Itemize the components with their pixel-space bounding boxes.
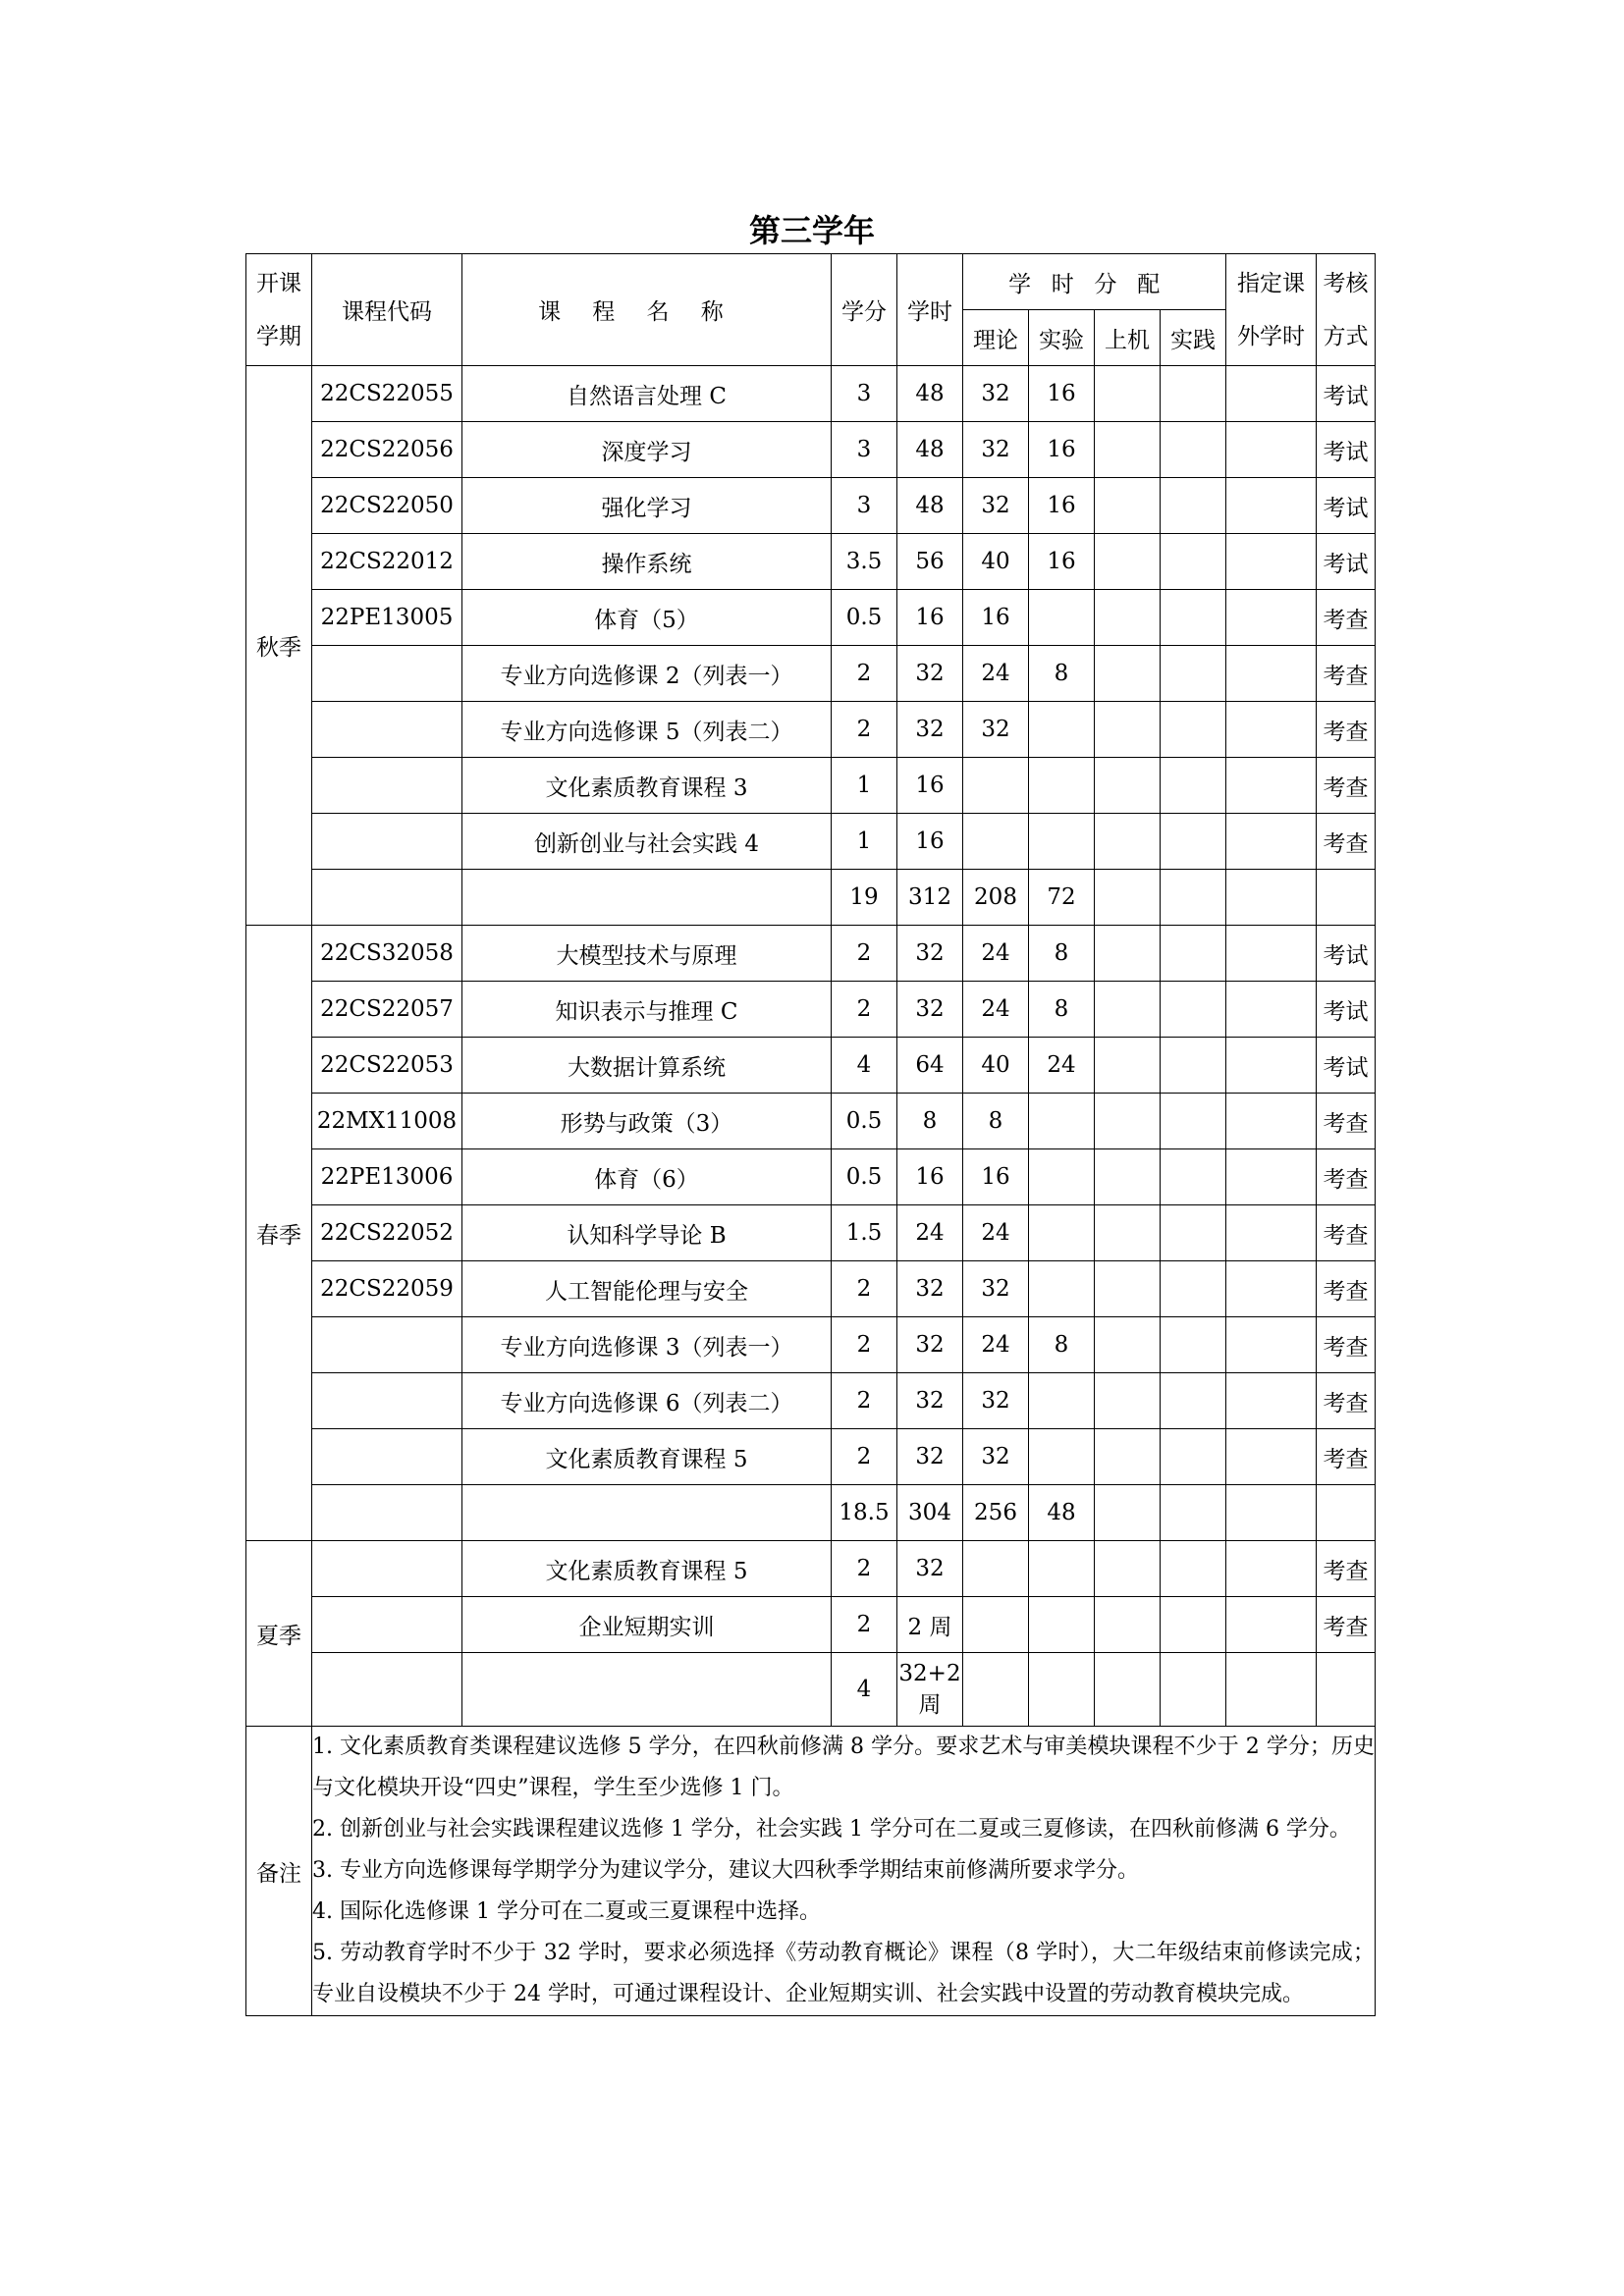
hours-cell: 32 xyxy=(897,1317,963,1373)
course-name-cell: 大模型技术与原理 xyxy=(462,926,832,982)
course-code-cell: 22CS22052 xyxy=(312,1205,462,1261)
extra-hours-cell xyxy=(1226,478,1317,534)
theory-hours-cell xyxy=(963,1597,1029,1653)
practice-hours-cell xyxy=(1161,590,1226,646)
extra-hours-cell xyxy=(1226,366,1317,422)
hours-cell: 32 xyxy=(897,1541,963,1597)
header-distribution: 学时分配 xyxy=(963,254,1226,310)
note-item: 1. 文化素质教育类课程建议选修 5 学分，在四秋前修满 8 学分。要求艺术与审美模块课程不少于 2 学分；历史与文化模块开设“四史”课程，学生至少选修 1 门。 xyxy=(312,1735,1375,1800)
exam-type-cell: 考查 xyxy=(1317,1429,1376,1485)
exam-type-cell: 考查 xyxy=(1317,702,1376,758)
hours-cell: 48 xyxy=(897,366,963,422)
course-row xyxy=(246,366,1376,422)
exam-type-cell: 考查 xyxy=(1317,1149,1376,1205)
page-title: 第三学年 xyxy=(748,212,875,249)
practice-hours-cell xyxy=(1161,870,1226,926)
hours-cell: 312 xyxy=(897,870,963,926)
course-code-cell xyxy=(312,646,462,702)
course-row xyxy=(246,814,1376,870)
course-name-cell: 专业方向选修课 3（列表一） xyxy=(462,1317,832,1373)
course-code-cell: 22CS22055 xyxy=(312,366,462,422)
experiment-hours-cell xyxy=(1029,758,1095,814)
header-experiment: 实验 xyxy=(1029,310,1095,366)
course-row xyxy=(246,1597,1376,1653)
course-row xyxy=(246,982,1376,1038)
exam-type-cell: 考试 xyxy=(1317,534,1376,590)
hours-cell: 16 xyxy=(897,1149,963,1205)
computer-hours-cell xyxy=(1095,646,1161,702)
computer-hours-cell xyxy=(1095,1261,1161,1317)
course-row xyxy=(246,758,1376,814)
credits-cell: 2 xyxy=(832,1597,897,1653)
credits-cell: 3 xyxy=(832,422,897,478)
experiment-hours-cell xyxy=(1029,1149,1095,1205)
experiment-hours-cell xyxy=(1029,702,1095,758)
course-name-cell: 强化学习 xyxy=(462,478,832,534)
extra-hours-cell xyxy=(1226,534,1317,590)
extra-hours-cell xyxy=(1226,1429,1317,1485)
computer-hours-cell xyxy=(1095,1094,1161,1149)
exam-type-cell: 考查 xyxy=(1317,1597,1376,1653)
credits-cell: 2 xyxy=(832,1317,897,1373)
notes-label: 备注 xyxy=(246,1727,312,2016)
extra-hours-cell xyxy=(1226,1149,1317,1205)
computer-hours-cell xyxy=(1095,1429,1161,1485)
experiment-hours-cell: 8 xyxy=(1029,926,1095,982)
header-row xyxy=(246,254,1376,310)
course-name-cell: 认知科学导论 B xyxy=(462,1205,832,1261)
course-code-cell: 22PE13006 xyxy=(312,1149,462,1205)
course-row xyxy=(246,926,1376,982)
practice-hours-cell xyxy=(1161,1541,1226,1597)
theory-hours-cell: 24 xyxy=(963,646,1029,702)
exam-type-cell: 考试 xyxy=(1317,1038,1376,1094)
course-row xyxy=(246,1541,1376,1597)
theory-hours-cell: 16 xyxy=(963,590,1029,646)
practice-hours-cell xyxy=(1161,814,1226,870)
hours-cell: 16 xyxy=(897,814,963,870)
computer-hours-cell xyxy=(1095,1541,1161,1597)
course-code-cell xyxy=(312,1541,462,1597)
extra-hours-cell xyxy=(1226,1653,1317,1727)
experiment-hours-cell xyxy=(1029,590,1095,646)
course-code-cell: 22CS22050 xyxy=(312,478,462,534)
exam-type-cell xyxy=(1317,1653,1376,1727)
credits-cell: 4 xyxy=(832,1653,897,1727)
course-name-cell: 专业方向选修课 5（列表二） xyxy=(462,702,832,758)
extra-hours-cell xyxy=(1226,870,1317,926)
computer-hours-cell xyxy=(1095,982,1161,1038)
exam-type-cell: 考查 xyxy=(1317,1205,1376,1261)
extra-hours-cell xyxy=(1226,646,1317,702)
experiment-hours-cell: 16 xyxy=(1029,478,1095,534)
credits-cell: 3 xyxy=(832,366,897,422)
note-item: 2. 创新创业与社会实践课程建议选修 1 学分，社会实践 1 学分可在二夏或三夏修读，在四秋前修满 6 学分。 xyxy=(312,1817,1351,1842)
extra-hours-cell xyxy=(1226,1541,1317,1597)
note-item: 3. 专业方向选修课每学期学分为建议学分，建议大四秋季学期结束前修满所要求学分。 xyxy=(312,1858,1139,1883)
course-row xyxy=(246,646,1376,702)
course-name-cell: 专业方向选修课 6（列表二） xyxy=(462,1373,832,1429)
practice-hours-cell xyxy=(1161,1205,1226,1261)
course-code-cell: 22CS22057 xyxy=(312,982,462,1038)
course-code-cell: 22MX11008 xyxy=(312,1094,462,1149)
practice-hours-cell xyxy=(1161,1094,1226,1149)
exam-type-cell: 考查 xyxy=(1317,1261,1376,1317)
spring-section xyxy=(246,926,1376,1541)
practice-hours-cell xyxy=(1161,1373,1226,1429)
theory-hours-cell: 16 xyxy=(963,1149,1029,1205)
extra-hours-cell xyxy=(1226,702,1317,758)
course-name-cell xyxy=(462,870,832,926)
course-code-cell xyxy=(312,1597,462,1653)
exam-type-cell: 考查 xyxy=(1317,590,1376,646)
course-code-cell xyxy=(312,870,462,926)
notes-content xyxy=(312,1727,1376,2016)
credits-cell: 2 xyxy=(832,1429,897,1485)
exam-type-cell: 考查 xyxy=(1317,1541,1376,1597)
credits-cell: 1 xyxy=(832,814,897,870)
hours-cell: 32 xyxy=(897,926,963,982)
notes-row xyxy=(246,1727,1376,2016)
course-row xyxy=(246,478,1376,534)
computer-hours-cell xyxy=(1095,1597,1161,1653)
practice-hours-cell xyxy=(1161,1261,1226,1317)
course-name-cell: 文化素质教育课程 5 xyxy=(462,1541,832,1597)
theory-hours-cell: 32 xyxy=(963,1429,1029,1485)
course-code-cell xyxy=(312,814,462,870)
practice-hours-cell xyxy=(1161,422,1226,478)
practice-hours-cell xyxy=(1161,1429,1226,1485)
experiment-hours-cell xyxy=(1029,1205,1095,1261)
credits-cell: 3 xyxy=(832,478,897,534)
practice-hours-cell xyxy=(1161,1038,1226,1094)
course-name-cell: 形势与政策（3） xyxy=(462,1094,832,1149)
credits-cell: 2 xyxy=(832,982,897,1038)
computer-hours-cell xyxy=(1095,1653,1161,1727)
course-code-cell xyxy=(312,1485,462,1541)
summer-section xyxy=(246,1541,1376,1727)
exam-type-cell: 考查 xyxy=(1317,1094,1376,1149)
credits-cell: 2 xyxy=(832,1373,897,1429)
experiment-hours-cell xyxy=(1029,814,1095,870)
credits-cell: 2 xyxy=(832,702,897,758)
course-code-cell: 22CS22059 xyxy=(312,1261,462,1317)
theory-hours-cell xyxy=(963,1541,1029,1597)
credits-cell: 2 xyxy=(832,1261,897,1317)
extra-hours-cell xyxy=(1226,1317,1317,1373)
credits-cell: 1.5 xyxy=(832,1205,897,1261)
course-row xyxy=(246,422,1376,478)
exam-type-cell: 考试 xyxy=(1317,422,1376,478)
course-code-cell xyxy=(312,1653,462,1727)
hours-cell: 304 xyxy=(897,1485,963,1541)
course-name-cell: 文化素质教育课程 3 xyxy=(462,758,832,814)
course-row xyxy=(246,590,1376,646)
practice-hours-cell xyxy=(1161,1653,1226,1727)
course-code-cell xyxy=(312,758,462,814)
practice-hours-cell xyxy=(1161,534,1226,590)
hours-cell: 32+2 周 xyxy=(897,1653,963,1727)
hours-cell: 32 xyxy=(897,702,963,758)
header-computer: 上机 xyxy=(1095,310,1161,366)
course-name-cell: 企业短期实训 xyxy=(462,1597,832,1653)
theory-hours-cell: 256 xyxy=(963,1485,1029,1541)
course-row xyxy=(246,1038,1376,1094)
computer-hours-cell xyxy=(1095,1149,1161,1205)
computer-hours-cell xyxy=(1095,590,1161,646)
computer-hours-cell xyxy=(1095,926,1161,982)
practice-hours-cell xyxy=(1161,758,1226,814)
hours-cell: 48 xyxy=(897,478,963,534)
theory-hours-cell: 32 xyxy=(963,1373,1029,1429)
exam-type-cell: 考试 xyxy=(1317,478,1376,534)
hours-cell: 16 xyxy=(897,758,963,814)
exam-type-cell: 考试 xyxy=(1317,982,1376,1038)
course-code-cell: 22CS22053 xyxy=(312,1038,462,1094)
extra-hours-cell xyxy=(1226,1373,1317,1429)
practice-hours-cell xyxy=(1161,1317,1226,1373)
hours-cell: 24 xyxy=(897,1205,963,1261)
hours-cell: 32 xyxy=(897,646,963,702)
credits-cell: 2 xyxy=(832,646,897,702)
practice-hours-cell xyxy=(1161,478,1226,534)
practice-hours-cell xyxy=(1161,366,1226,422)
extra-hours-cell xyxy=(1226,590,1317,646)
hours-cell: 8 xyxy=(897,1094,963,1149)
course-row xyxy=(246,1317,1376,1373)
header-name: 课程名称 xyxy=(462,254,832,366)
course-code-cell: 22PE13005 xyxy=(312,590,462,646)
theory-hours-cell: 24 xyxy=(963,1205,1029,1261)
extra-hours-cell xyxy=(1226,1485,1317,1541)
course-schedule-table xyxy=(245,253,1376,2016)
theory-hours-cell: 8 xyxy=(963,1094,1029,1149)
course-row xyxy=(246,1149,1376,1205)
header-exam-type: 考核 方式 xyxy=(1317,254,1376,366)
exam-type-cell: 考试 xyxy=(1317,366,1376,422)
exam-type-cell: 考查 xyxy=(1317,1317,1376,1373)
extra-hours-cell xyxy=(1226,926,1317,982)
hours-cell: 32 xyxy=(897,1373,963,1429)
computer-hours-cell xyxy=(1095,1038,1161,1094)
theory-hours-cell: 40 xyxy=(963,534,1029,590)
hours-cell: 48 xyxy=(897,422,963,478)
course-name-cell: 自然语言处理 C xyxy=(462,366,832,422)
total-row xyxy=(246,1485,1376,1541)
theory-hours-cell: 32 xyxy=(963,422,1029,478)
experiment-hours-cell xyxy=(1029,1541,1095,1597)
extra-hours-cell xyxy=(1226,1261,1317,1317)
hours-cell: 32 xyxy=(897,1429,963,1485)
course-name-cell xyxy=(462,1485,832,1541)
theory-hours-cell xyxy=(963,814,1029,870)
course-name-cell: 知识表示与推理 C xyxy=(462,982,832,1038)
course-name-cell: 专业方向选修课 2（列表一） xyxy=(462,646,832,702)
semester-label: 夏季 xyxy=(246,1541,312,1727)
course-name-cell: 大数据计算系统 xyxy=(462,1038,832,1094)
header-semester: 开课 学期 xyxy=(246,254,312,366)
hours-cell: 56 xyxy=(897,534,963,590)
credits-cell: 18.5 xyxy=(832,1485,897,1541)
extra-hours-cell xyxy=(1226,814,1317,870)
course-code-cell xyxy=(312,1317,462,1373)
course-row xyxy=(246,1373,1376,1429)
experiment-hours-cell: 16 xyxy=(1029,366,1095,422)
course-code-cell: 22CS22012 xyxy=(312,534,462,590)
semester-label: 秋季 xyxy=(246,366,312,926)
exam-type-cell: 考试 xyxy=(1317,926,1376,982)
header-credits: 学分 xyxy=(832,254,897,366)
practice-hours-cell xyxy=(1161,1149,1226,1205)
total-row xyxy=(246,1653,1376,1727)
course-row xyxy=(246,1205,1376,1261)
extra-hours-cell xyxy=(1226,982,1317,1038)
hours-cell: 64 xyxy=(897,1038,963,1094)
course-code-cell xyxy=(312,702,462,758)
computer-hours-cell xyxy=(1095,1205,1161,1261)
extra-hours-cell xyxy=(1226,1094,1317,1149)
credits-cell: 2 xyxy=(832,926,897,982)
header-practice: 实践 xyxy=(1161,310,1226,366)
header-theory: 理论 xyxy=(963,310,1029,366)
computer-hours-cell xyxy=(1095,870,1161,926)
credits-cell: 0.5 xyxy=(832,590,897,646)
hours-cell: 16 xyxy=(897,590,963,646)
theory-hours-cell: 32 xyxy=(963,478,1029,534)
experiment-hours-cell xyxy=(1029,1261,1095,1317)
total-row xyxy=(246,870,1376,926)
computer-hours-cell xyxy=(1095,366,1161,422)
experiment-hours-cell xyxy=(1029,1597,1095,1653)
hours-cell: 2 周 xyxy=(897,1597,963,1653)
course-name-cell: 体育（6） xyxy=(462,1149,832,1205)
course-name-cell: 体育（5） xyxy=(462,590,832,646)
experiment-hours-cell xyxy=(1029,1094,1095,1149)
experiment-hours-cell: 8 xyxy=(1029,1317,1095,1373)
computer-hours-cell xyxy=(1095,1317,1161,1373)
experiment-hours-cell: 8 xyxy=(1029,982,1095,1038)
exam-type-cell: 考查 xyxy=(1317,758,1376,814)
theory-hours-cell: 32 xyxy=(963,702,1029,758)
course-name-cell: 文化素质教育课程 5 xyxy=(462,1429,832,1485)
course-name-cell: 操作系统 xyxy=(462,534,832,590)
header-hours: 学时 xyxy=(897,254,963,366)
theory-hours-cell: 40 xyxy=(963,1038,1029,1094)
experiment-hours-cell: 48 xyxy=(1029,1485,1095,1541)
hours-cell: 32 xyxy=(897,982,963,1038)
extra-hours-cell xyxy=(1226,1597,1317,1653)
experiment-hours-cell xyxy=(1029,1653,1095,1727)
exam-type-cell: 考查 xyxy=(1317,646,1376,702)
course-name-cell: 创新创业与社会实践 4 xyxy=(462,814,832,870)
course-name-cell xyxy=(462,1653,832,1727)
credits-cell: 4 xyxy=(832,1038,897,1094)
course-code-cell xyxy=(312,1429,462,1485)
exam-type-cell: 考查 xyxy=(1317,814,1376,870)
theory-hours-cell: 208 xyxy=(963,870,1029,926)
credits-cell: 19 xyxy=(832,870,897,926)
experiment-hours-cell xyxy=(1029,1373,1095,1429)
exam-type-cell: 考查 xyxy=(1317,1373,1376,1429)
computer-hours-cell xyxy=(1095,478,1161,534)
course-name-cell: 人工智能伦理与安全 xyxy=(462,1261,832,1317)
credits-cell: 1 xyxy=(832,758,897,814)
extra-hours-cell xyxy=(1226,758,1317,814)
autumn-section xyxy=(246,366,1376,926)
practice-hours-cell xyxy=(1161,646,1226,702)
theory-hours-cell: 24 xyxy=(963,1317,1029,1373)
hours-cell: 32 xyxy=(897,1261,963,1317)
practice-hours-cell xyxy=(1161,982,1226,1038)
computer-hours-cell xyxy=(1095,758,1161,814)
computer-hours-cell xyxy=(1095,534,1161,590)
course-code-cell: 22CS22056 xyxy=(312,422,462,478)
extra-hours-cell xyxy=(1226,1205,1317,1261)
header-code: 课程代码 xyxy=(312,254,462,366)
practice-hours-cell xyxy=(1161,1597,1226,1653)
theory-hours-cell xyxy=(963,758,1029,814)
experiment-hours-cell: 16 xyxy=(1029,422,1095,478)
course-row xyxy=(246,702,1376,758)
extra-hours-cell xyxy=(1226,1038,1317,1094)
computer-hours-cell xyxy=(1095,814,1161,870)
experiment-hours-cell: 24 xyxy=(1029,1038,1095,1094)
course-row xyxy=(246,1261,1376,1317)
exam-type-cell xyxy=(1317,870,1376,926)
header-extra-hours: 指定课 外学时 xyxy=(1226,254,1317,366)
course-row xyxy=(246,534,1376,590)
note-item: 4. 国际化选修课 1 学分可在二夏或三夏课程中选择。 xyxy=(312,1899,821,1924)
practice-hours-cell xyxy=(1161,1485,1226,1541)
exam-type-cell xyxy=(1317,1485,1376,1541)
credits-cell: 0.5 xyxy=(832,1149,897,1205)
experiment-hours-cell: 16 xyxy=(1029,534,1095,590)
course-name-cell: 深度学习 xyxy=(462,422,832,478)
computer-hours-cell xyxy=(1095,1485,1161,1541)
practice-hours-cell xyxy=(1161,702,1226,758)
experiment-hours-cell: 8 xyxy=(1029,646,1095,702)
credits-cell: 0.5 xyxy=(832,1094,897,1149)
computer-hours-cell xyxy=(1095,702,1161,758)
course-code-cell xyxy=(312,1373,462,1429)
theory-hours-cell xyxy=(963,1653,1029,1727)
theory-hours-cell: 24 xyxy=(963,926,1029,982)
computer-hours-cell xyxy=(1095,1373,1161,1429)
credits-cell: 2 xyxy=(832,1541,897,1597)
practice-hours-cell xyxy=(1161,926,1226,982)
theory-hours-cell: 32 xyxy=(963,366,1029,422)
extra-hours-cell xyxy=(1226,422,1317,478)
theory-hours-cell: 24 xyxy=(963,982,1029,1038)
experiment-hours-cell xyxy=(1029,1429,1095,1485)
semester-label: 春季 xyxy=(246,926,312,1541)
course-row xyxy=(246,1429,1376,1485)
note-item: 5. 劳动教育学时不少于 32 学时，要求必须选择《劳动教育概论》课程（8 学时），大二年级结束前修读完成；专业自设模块不少于 24 学时，可通过课程设计、企业短期实训、社会实践中设置的劳动教育模块完成。 xyxy=(312,1941,1375,2006)
computer-hours-cell xyxy=(1095,422,1161,478)
course-code-cell: 22CS32058 xyxy=(312,926,462,982)
experiment-hours-cell: 72 xyxy=(1029,870,1095,926)
theory-hours-cell: 32 xyxy=(963,1261,1029,1317)
course-row xyxy=(246,1094,1376,1149)
credits-cell: 3.5 xyxy=(832,534,897,590)
